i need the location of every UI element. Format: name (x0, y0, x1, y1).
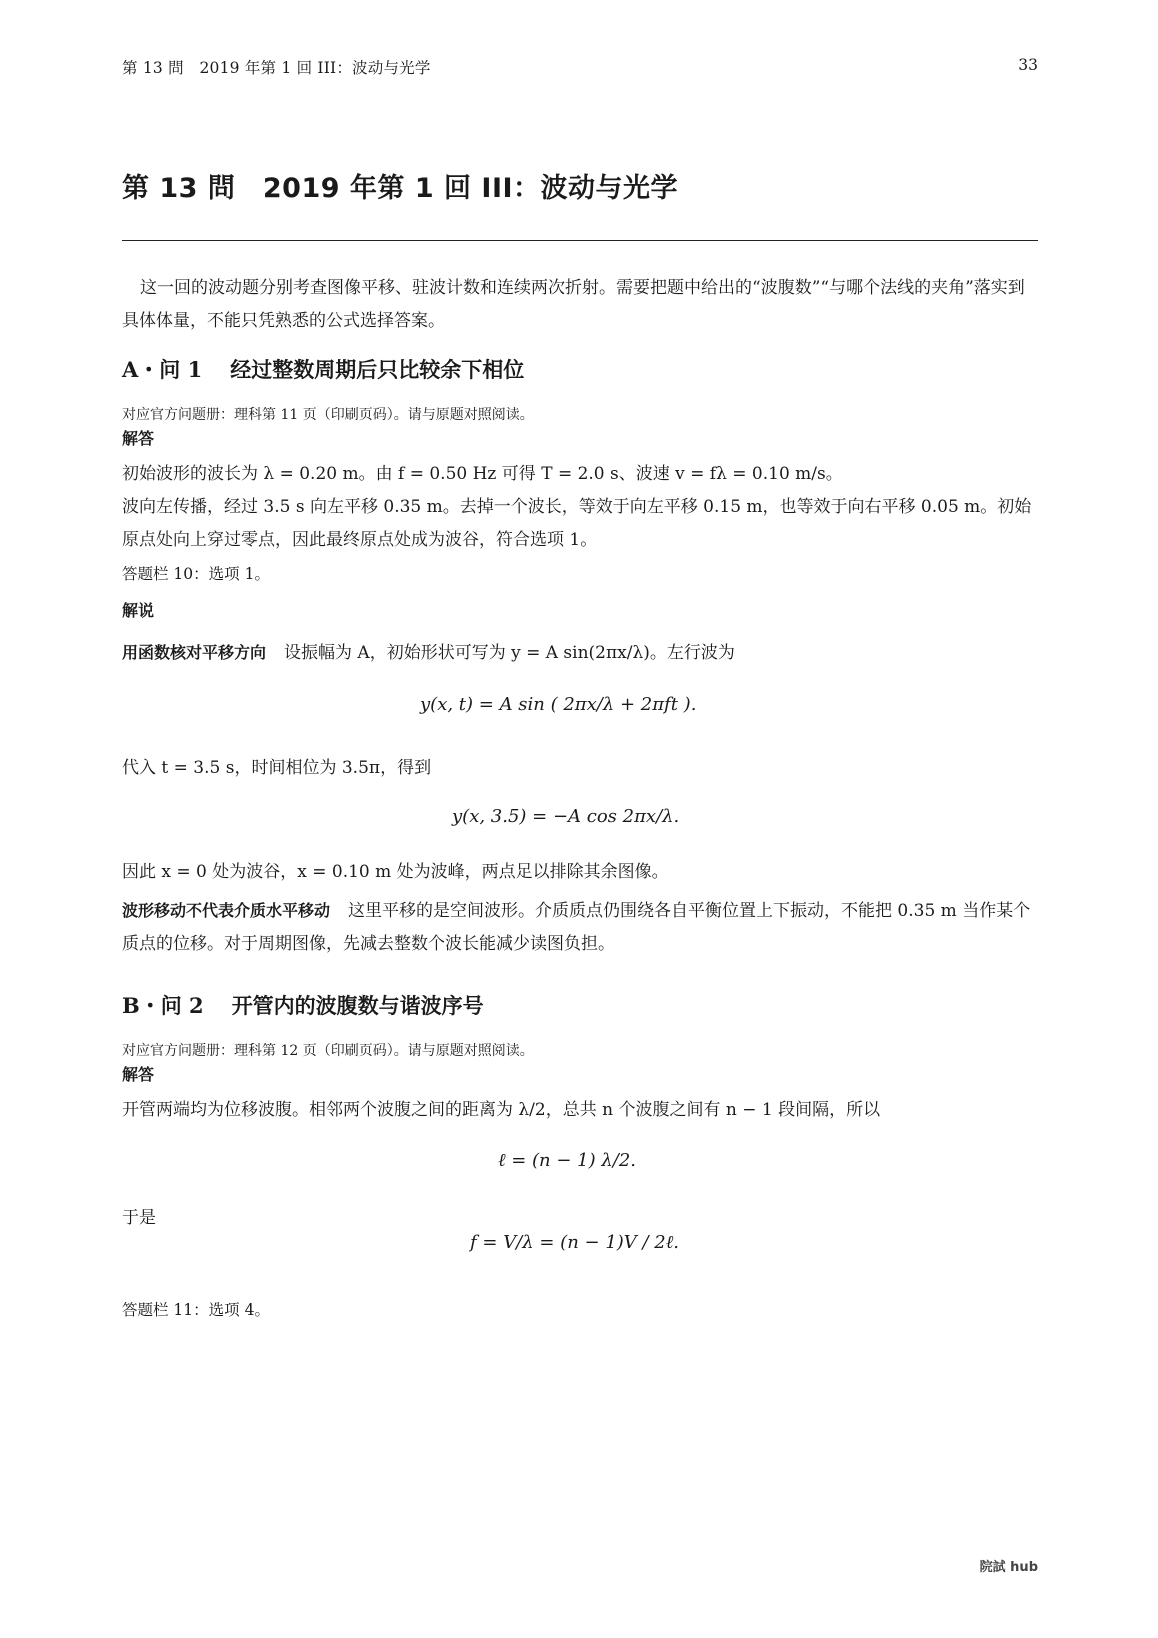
section-a-equation-2: y(x, 3.5) = −A cos 2πx/λ. (452, 806, 680, 827)
section-b-answer-p1: 开管两端均为位移波腹。相邻两个波腹之间的距离为 λ/2，总共 n 个波腹之间有 n − 1 段间隔，所以 (122, 1100, 881, 1120)
section-a-explain1-text: 设振幅为 A，初始形状可写为 y = A sin(2πx/λ)。左行波为 (284, 643, 735, 663)
section-b-equation-1: ℓ = (n − 1) λ/2. (498, 1150, 637, 1171)
section-a-between-text: 代入 t = 3.5 s，时间相位为 3.5π，得到 (122, 758, 432, 778)
section-a-conclusion: 因此 x = 0 处为波谷，x = 0.10 m 处为波峰，两点足以排除其余图像。 (122, 862, 669, 882)
footer-brand: 院試 hub (979, 1560, 1038, 1575)
section-a-answer-p1: 初始波形的波长为 λ = 0.20 m。由 f = 0.50 Hz 可得 T = 2.0 s、波速 v = fλ = 0.10 m/s。 (122, 464, 843, 484)
running-head: 第 13 問 2019 年第 1 回 III：波动与光学 (122, 59, 431, 77)
section-b-label: B・问 2 (122, 993, 204, 1018)
section-b-yushi: 于是 (122, 1208, 156, 1228)
intro-paragraph (122, 272, 1040, 338)
section-a-explain-heading: 解说 (122, 601, 155, 620)
intro-text: 这一回的波动题分别考查图像平移、驻波计数和连续两次折射。需要把题中给出的“波腹数”“与哪个法线的夹角”落实到具体体量，不能只凭熟悉的公式选择答案。 (122, 278, 1025, 331)
section-b-reference: 对应官方问题册：理科第 12 页（印刷页码）。请与原题对照阅读。 (122, 1043, 534, 1059)
section-a-explain2-text: 这里平移的是空间波形。介质质点仍围绕各自平衡位置上下振动，不能把 0.35 m 当作某个质点的位移。对于周期图像，先减去整数个波长能减少读图负担。 (122, 901, 1031, 954)
page-number: 33 (1018, 56, 1038, 74)
section-a-answer-p2: 波向左传播，经过 3.5 s 向左平移 0.35 m。去掉一个波长，等效于向左平移 0.15 m，也等效于向右平移 0.05 m。初始原点处向上穿过零点，因此最终原点处成为波谷，符合选项 1。 (122, 497, 1032, 550)
section-a-equation-1: y(x, t) = A sin ( 2πx/λ + 2πft ). (420, 694, 697, 715)
section-b-answer-box: 答题栏 11：选项 4。 (122, 1301, 270, 1319)
section-b-equation-2: f = V/λ = (n − 1)V / 2ℓ. (470, 1232, 679, 1253)
section-b-heading (122, 990, 484, 1020)
section-a-explain2 (122, 894, 1040, 961)
section-a-answer-box: 答题栏 10：选项 1。 (122, 565, 270, 583)
section-a-explain2-runin: 波形移动不代表介质水平移动 (122, 901, 331, 920)
section-a-heading (122, 354, 524, 384)
section-b-answer-heading: 解答 (122, 1065, 155, 1084)
section-a-answer-heading: 解答 (122, 429, 155, 448)
section-a-explain1-runin: 用函数核对平移方向 (122, 643, 267, 662)
section-a-explain1 (122, 636, 1040, 670)
section-a-title: 经过整数周期后只比较余下相位 (230, 358, 525, 382)
chapter-title: 第 13 問 2019 年第 1 回 III：波动与光学 (122, 173, 679, 204)
section-a-label: A・问 1 (122, 357, 203, 382)
chapter-divider (122, 240, 1038, 241)
section-b-title: 开管内的波腹数与谐波序号 (231, 994, 484, 1018)
section-a-reference: 对应官方问题册：理科第 11 页（印刷页码）。请与原题对照阅读。 (122, 407, 534, 423)
